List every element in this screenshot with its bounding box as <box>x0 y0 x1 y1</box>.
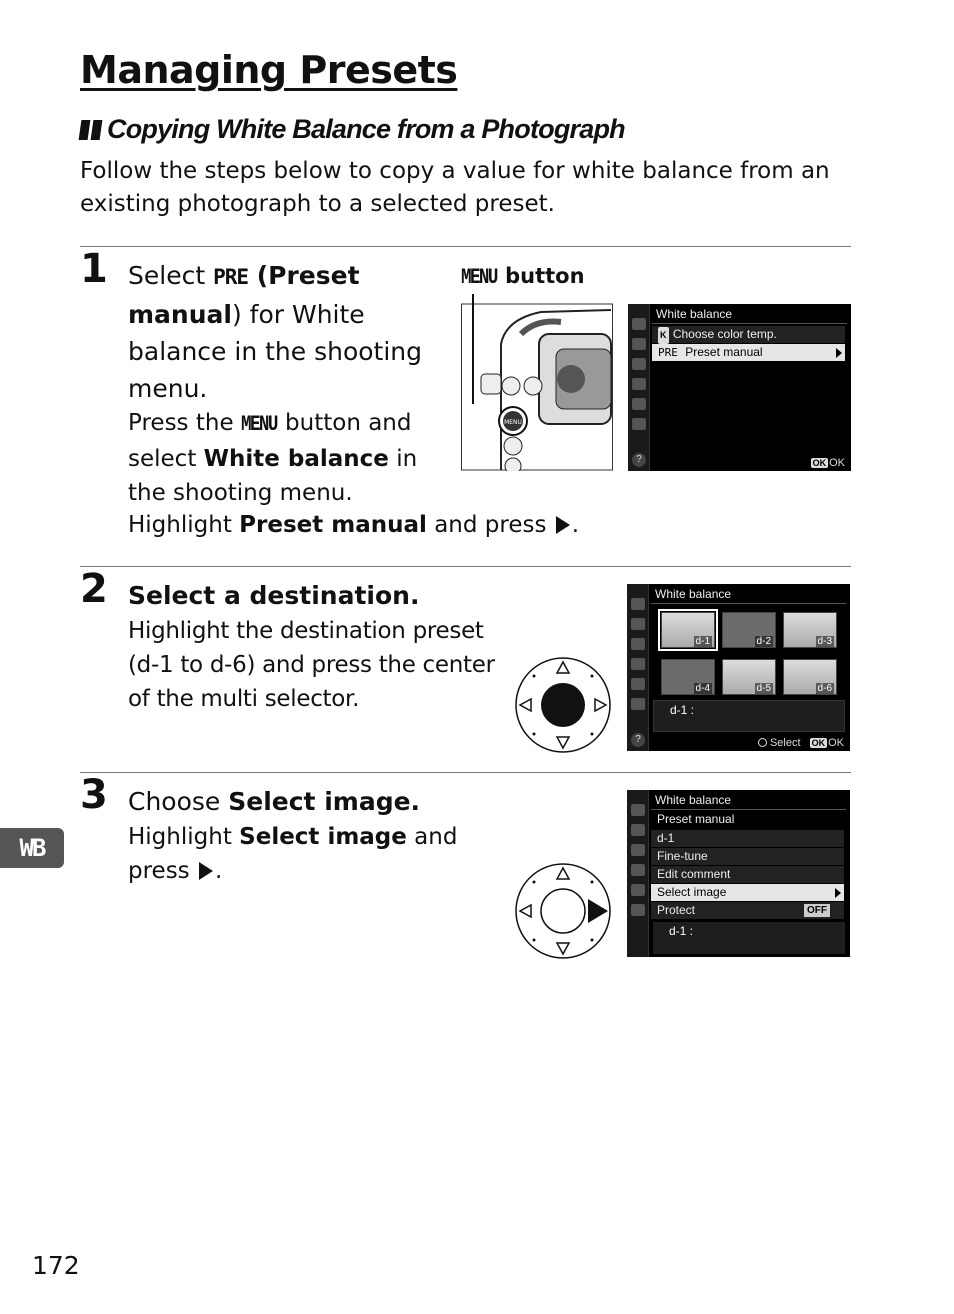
step-number: 3 <box>80 772 108 818</box>
preset-thumb[interactable] <box>722 612 776 648</box>
select-label: Select <box>769 737 801 749</box>
menu-item-select-image[interactable] <box>651 884 844 901</box>
section-tab-wb: WB <box>0 828 64 868</box>
menu-item-protect[interactable] <box>651 902 844 919</box>
preset-comment-box: d-1 : <box>653 700 845 732</box>
k-icon: K <box>658 327 669 344</box>
lcd-title: White balance <box>655 793 732 807</box>
menu-sidebar <box>627 790 649 957</box>
step1-heading-pre: Select <box>128 261 214 290</box>
step1-body-text: and press <box>426 512 554 538</box>
menu-sidebar <box>628 304 650 471</box>
step-number: 1 <box>80 246 108 292</box>
divider-rule <box>80 566 851 567</box>
ok-label: OK <box>829 457 845 469</box>
menu-item-label: Choose color temp. <box>672 327 777 341</box>
ok-label: OK <box>828 737 844 749</box>
preset-thumb[interactable] <box>722 659 776 695</box>
multi-selector-icon <box>758 738 767 747</box>
intro-paragraph: Follow the steps below to copy a value for white balance from an existing photograph to a selected preset. <box>80 158 830 217</box>
preset-label: d-3 <box>817 636 832 647</box>
preset-label: d-6 <box>817 683 832 694</box>
menu-button-label <box>461 264 585 290</box>
step3-body-text: and press <box>128 824 458 884</box>
preset-label: d-5 <box>756 683 771 694</box>
chevron-right-icon <box>835 888 841 898</box>
step1-body-text: Highlight <box>128 512 240 538</box>
step2-body: Highlight the destination preset (d-1 to d-6) and press the center of the multi selector. <box>128 618 495 712</box>
right-arrow-icon <box>556 516 570 534</box>
page-number: 172 <box>32 1251 80 1280</box>
lcd-title: White balance <box>655 587 732 601</box>
preset-thumb[interactable] <box>661 612 715 648</box>
menu-heading-preset-manual: Preset manual <box>651 811 844 828</box>
preset-thumb[interactable] <box>783 612 837 648</box>
preset-label: d-1 <box>695 636 710 647</box>
pre-icon: PRE <box>658 346 678 359</box>
preset-label: d-4 <box>695 683 710 694</box>
help-icon: ? <box>631 733 645 747</box>
preset-comment-box: d-1 : <box>653 922 845 954</box>
right-arrow-icon <box>199 862 213 880</box>
menu-sidebar <box>627 584 649 751</box>
heading-marker-icon <box>80 120 101 140</box>
menu-item-d1[interactable]: d-1 <box>651 830 844 847</box>
ok-footer <box>811 457 845 469</box>
camera-illustration <box>461 294 613 471</box>
step3-body-text: Highlight <box>128 824 240 850</box>
preset-thumb[interactable] <box>661 659 715 695</box>
menu-item-preset-manual[interactable] <box>652 344 845 361</box>
multi-selector-center-icon <box>514 656 612 754</box>
step3-body-bold: Select image <box>239 824 407 850</box>
step3-heading-bold: Select image. <box>228 787 421 816</box>
button-word: button <box>497 264 585 288</box>
menu-item-label: Select image <box>657 885 727 899</box>
lcd-screen-destination <box>627 584 850 751</box>
menu-item-label: Preset manual <box>685 345 763 359</box>
menu-item-color-temp[interactable] <box>652 326 845 343</box>
help-icon: ? <box>632 453 646 467</box>
preset-thumb[interactable] <box>783 659 837 695</box>
svg-text:MENU: MENU <box>504 419 522 426</box>
page-title: Managing Presets <box>80 48 458 92</box>
menu-item-edit-comment[interactable]: Edit comment <box>651 866 844 883</box>
select-ok-footer <box>758 737 844 749</box>
step1-body-bold: White balance <box>203 446 389 472</box>
lcd-screen-select-image <box>627 790 850 957</box>
menu-item-fine-tune[interactable]: Fine-tune <box>651 848 844 865</box>
step1-heading-bold: (Preset manual <box>128 261 360 329</box>
step-number: 2 <box>80 566 108 612</box>
step1-heading-rest: ) for White balance in the shooting menu. <box>128 300 423 403</box>
step1-heading <box>128 257 448 407</box>
divider-rule <box>80 246 851 247</box>
lcd-screen-white-balance <box>628 304 851 471</box>
section-heading-text: Copying White Balance from a Photograph <box>107 114 625 144</box>
step3-heading <box>128 783 420 820</box>
chevron-right-icon <box>836 348 842 358</box>
menu-word: MENU <box>461 265 497 290</box>
ok-icon: OK <box>811 738 826 748</box>
step2-heading: Select a destination. <box>128 581 420 610</box>
step1-body <box>128 406 438 510</box>
step1-body-text: in the shooting menu. <box>128 446 418 506</box>
step1-body-2: Highlight Preset manual and press . <box>128 512 580 538</box>
step3-heading-pre: Choose <box>128 787 229 816</box>
menu-word: MENU <box>240 412 277 437</box>
step1-body-text: Press the <box>128 410 241 436</box>
lcd-title: White balance <box>656 307 733 321</box>
menu-item-label: Protect <box>657 903 696 917</box>
step1-body-bold: Preset manual <box>239 512 427 538</box>
section-heading <box>80 114 625 145</box>
protect-value: OFF <box>804 904 830 917</box>
multi-selector-right-icon <box>514 862 612 960</box>
preset-label: d-2 <box>756 636 771 647</box>
pre-code: PRE <box>213 265 249 289</box>
divider-rule <box>80 772 851 773</box>
step3-body: Highlight Select image and press . <box>128 824 458 884</box>
step1-body-text: button and select <box>128 410 412 472</box>
ok-icon: OK <box>812 458 827 468</box>
